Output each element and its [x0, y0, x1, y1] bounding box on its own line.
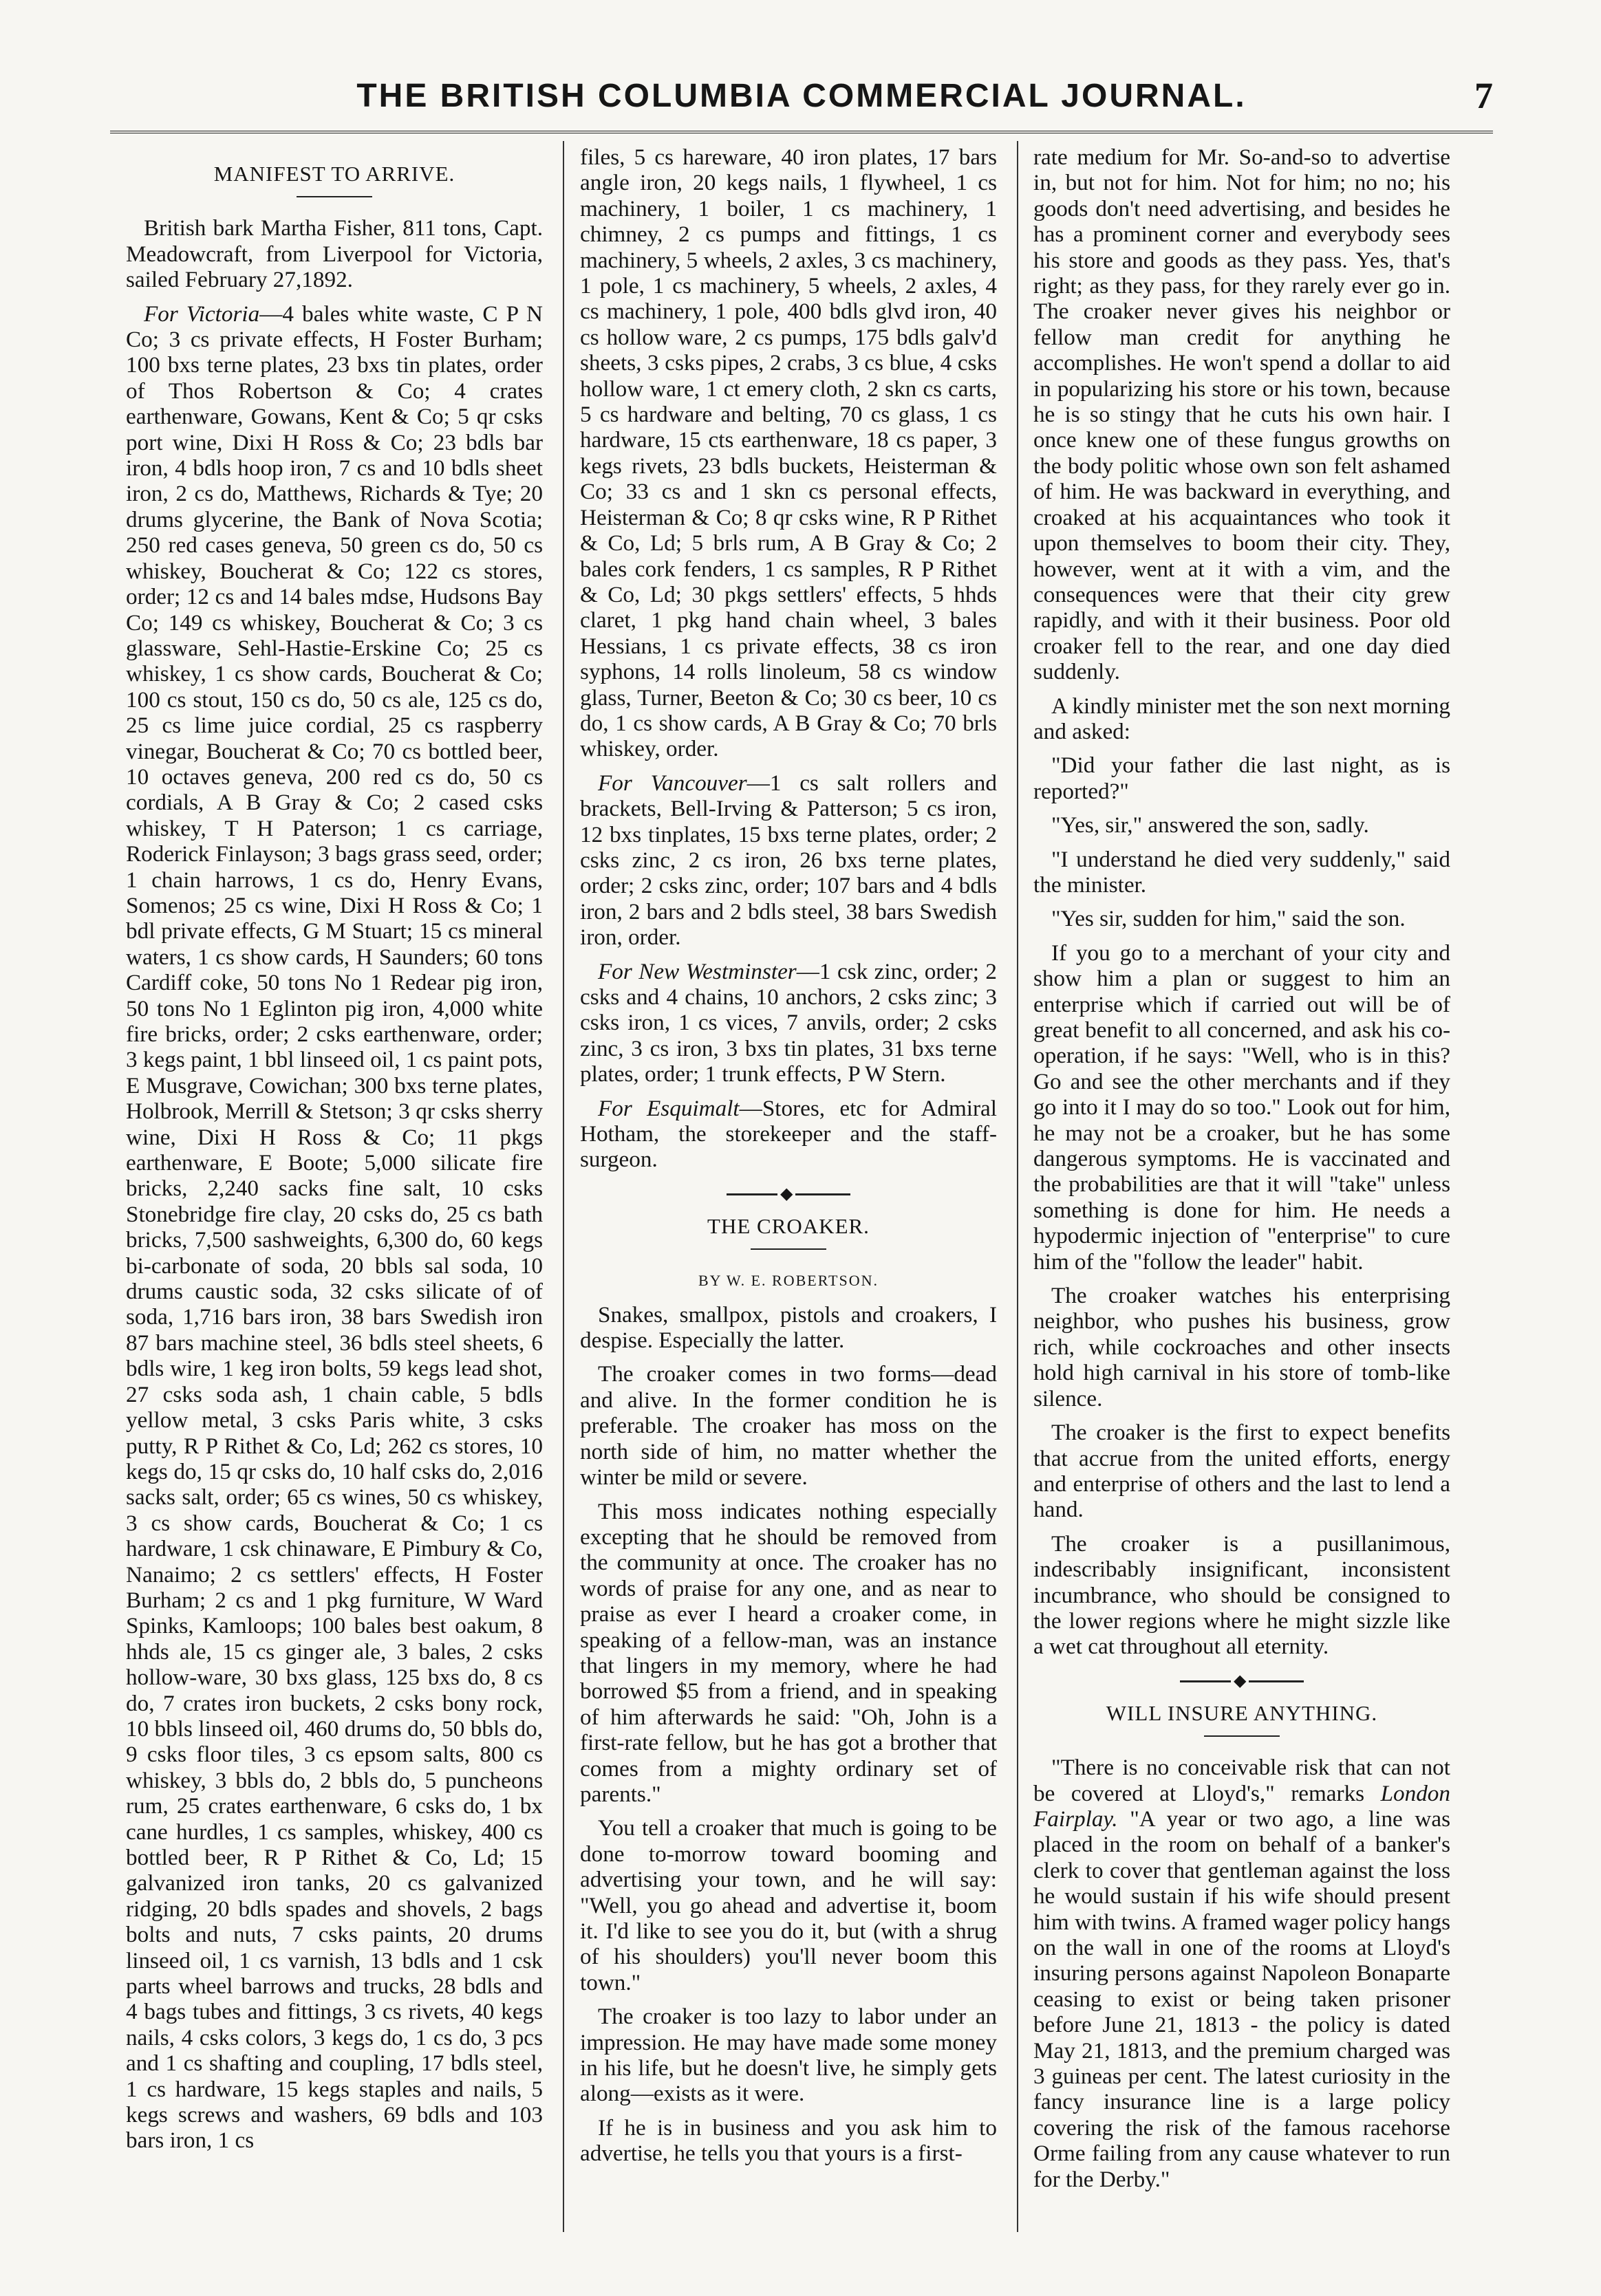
esquimalt-label: For Esquimalt	[598, 1095, 740, 1121]
column-3	[1033, 144, 1450, 2200]
manifest-westminster	[580, 959, 997, 1087]
ornament-diamond-icon: ◆	[777, 1186, 795, 1202]
croaker-paragraph: You tell a croaker that much is going to be done to-morrow toward booming and advertising your town, and he will say: "Well, you go ahead and advertise it, boom it. I'd like to see you do it, but (with a shrug of his shoulders) you'll never boom this town."	[580, 1815, 997, 1995]
croaker-paragraph: The croaker comes in two forms—dead and alive. In the former condition he is preferable. The croaker has moss on the north side of him, no matter whether the winter be mild or severe.	[580, 1361, 997, 1491]
croaker-paragraph: "I understand he died very suddenly," said the minister.	[1033, 846, 1450, 898]
insure-source: London Fairplay.	[1033, 1780, 1450, 1832]
manifest-esquimalt	[580, 1096, 997, 1173]
insure-heading: WILL INSURE ANYTHING.	[1106, 1700, 1378, 1725]
journal-title: THE BRITISH COLUMBIA COMMERCIAL JOURNAL.	[356, 78, 1247, 114]
column-divider	[563, 141, 564, 2232]
vancouver-label: For Vancouver	[598, 770, 747, 796]
manifest-heading: MANIFEST TO ARRIVE.	[213, 162, 455, 186]
heading-rule	[297, 196, 372, 197]
croaker-p6-part-1: If he is in business and you ask him to advertise, he tells you that yours is a first-	[580, 2114, 997, 2167]
croaker-paragraph: This moss indicates nothing especially excepting that he should be removed from the community at once. The croaker has no words of praise for any one, and as near to praise as ever I heard a croaker come, in speaking of a fellow-man, was an instance that lingers in my memory, where he had borrowed $5 from a friend, and in speaking of him afterwards he said: "Oh, John is a first-rate fellow, but he has got a brother that comes from a mighty ordinary set of parents."	[580, 1498, 997, 1807]
westminster-text: —1 csk zinc, order; 2 csks and 4 chains, 10 anchors, 2 csks zinc; 3 csks iron, 1 cs vices, 7 anvils, order; 2 csks zinc, 3 cs iron, 3 bxs tin plates, 31 bxs terne plates, order; 1 trunk effects, P W Stern.	[580, 958, 997, 1087]
croaker-p6-part-2: rate medium for Mr. So-and-so to advertise in, but not for him. Not for him; no no; his goods don't need advertising, and besides he has a prominent corner and everybody sees his store and goods as they pass. Yes, that's right; as they pass, for they rarely ever go in. The croaker never gives his neighbor or fellow man credit for anything he accomplishes. He won't spend a dollar to aid in popularizing his store or his town, because he is so stingy that he cuts his own hair. I once knew one of these fungus growths on the body politic whose own son felt ashamed of him. He was backward in everything, and croaked at his acquaintances who took it upon themselves to boom their city. They, however, went at it with a vim, and the consequences were that their city grew rapidly, and with it their business. Poor old croaker fell to the rear, and one day died suddenly.	[1033, 144, 1450, 685]
croaker-heading: THE CROAKER.	[707, 1213, 870, 1238]
section-ornament	[1180, 1671, 1304, 1690]
victoria-text-part-2: files, 5 cs hareware, 40 iron plates, 17 bars angle iron, 20 kegs nails, 1 flywheel, 1 cs machinery, 1 boiler, 1 cs machinery, 1 chimney, 2 cs pumps and fittings, 1 cs machinery, 5 wheels, 2 axles, 3 cs machinery, 1 pole, 1 cs machinery, 5 wheels, 2 axles, 4 cs machinery, 1 pole, 400 bdls glvd iron, 40 cs hollow ware, 2 cs pumps, 175 bdls galv'd sheets, 3 csks pipes, 2 crabs, 3 cs blue, 4 csks hollow ware, 1 ct emery cloth, 2 skn cs carts, 5 cs hardware and belting, 70 cs glass, 1 cs hardware, 15 cts earthenware, 18 cs paper, 3 kegs rivets, 23 bdls buckets, Heisterman & Co; 33 cs and 1 skn cs personal effects, Heisterman & Co; 8 qr csks wine, R P Rithet & Co, Ld; 5 brls rum, A B Gray & Co; 2 bales cork fenders, 1 cs samples, R P Rithet & Co, Ld; 30 pkgs settlers' effects, 5 hhds claret, 1 pkg hand chain wheel, 3 bales Hessians, 1 cs private effects, 38 cs iron syphons, 14 rolls linoleum, 58 cs window glass, Turner, Beeton & Co; 30 cs beer, 10 cs do, 1 cs show cards, A B Gray & Co; 70 brls whiskey, order.	[580, 144, 997, 762]
croaker-paragraph: The croaker watches his enterprising neighbor, who pushes his business, grow rich, while cockroaches and other insects hold high carnival in his store of tomb-like silence.	[1033, 1283, 1450, 1411]
page-number: 7	[1474, 75, 1493, 116]
heading-rule	[751, 1248, 826, 1250]
croaker-paragraph: The croaker is the first to expect benefits that accrue from the united efforts, energy and enterprise of others and the last to lend a hand.	[1033, 1420, 1450, 1523]
insure-paragraph	[1033, 1755, 1450, 2192]
page-header	[110, 77, 1493, 120]
croaker-paragraph: "Yes sir, sudden for him," said the son.	[1051, 906, 1406, 932]
heading-rule	[1204, 1735, 1280, 1737]
column-divider	[1017, 141, 1018, 2232]
insure-text-b: "A year or two ago, a line was placed in the room on behalf of a banker's clerk to cover that gentleman against the loss he would sustain if his wife should present him with twins. A framed wager policy hangs on the wall in one of the rooms at Lloyd's insuring persons against Napoleon Bonaparte ceasing to exist or being taken prisoner before June 21, 1813 - the policy is dated May 21, 1813, and the premium charged was 3 guineas per cent. The latest curiosity in the fancy insurance line is a large policy covering the risk of the famous racehorse Orme failing from any cause whatever to run for the Derby."	[1033, 1806, 1450, 2192]
westminster-label: For New Westminster	[598, 958, 797, 984]
croaker-paragraph: Snakes, smallpox, pistols and croakers, I despise. Especially the latter.	[580, 1301, 997, 1354]
ornament-diamond-icon: ◆	[1231, 1673, 1249, 1689]
croaker-paragraph: "Yes, sir," answered the son, sadly.	[1051, 812, 1369, 838]
victoria-label: For Victoria	[144, 301, 260, 327]
manifest-victoria-continued	[580, 144, 997, 762]
croaker-paragraph: If you go to a merchant of your city and show him a plan or suggest to him an enterprise which if carried out will be of great benefit to all concerned, and ask his co-operation, if he says: "Well, who is in this? Go and see the other merchants and if they go into it I may do so too." Look out for him, he may not be a croaker, but he has some dangerous symptoms. He is vaccinated and the probabilities are that it will "take" unless something is done for him. He needs a hypodermic injection of "enterprise" to cure him of the "follow the leader" habit.	[1033, 940, 1450, 1275]
vancouver-text: —1 cs salt rollers and brackets, Bell-Irving & Patterson; 5 cs iron, 12 bxs tinplates, 15 bxs terne plates, order; 2 csks zinc, 2 cs iron, 26 bxs terne plates, order; 2 csks zinc, order; 107 bars and 4 bdls iron, 2 bars and 2 bdls steel, 38 bars Swedish iron, order.	[580, 770, 997, 951]
header-rule	[110, 131, 1493, 138]
croaker-paragraph: The croaker is a pusillanimous, indescribably insignificant, inconsistent incumbrance, who should be consigned to the lower regions where he might sizzle like a wet cat throughout all eternity.	[1033, 1530, 1450, 1660]
insure-text-a: "There is no conceivable risk that can not be covered at Lloyd's," remarks	[1033, 1755, 1450, 1806]
manifest-victoria	[126, 301, 543, 2154]
column-2	[580, 144, 997, 2175]
manifest-vancouver	[580, 770, 997, 951]
esquimalt-text: —Stores, etc for Admiral Hotham, the storekeeper and the staff-surgeon.	[580, 1095, 997, 1173]
victoria-text-part-1: —4 bales white waste, C P N Co; 3 cs private effects, H Foster Burham; 100 bxs terne plates, 23 bxs tin plates, order of Thos Robertson & Co; 4 crates earthenware, Gowans, Kent & Co; 5 qr csks port wine, Dixi H Ross & Co; 23 bdls bar iron, 4 bdls hoop iron, 7 cs and 10 bdls sheet iron, 2 cs do, Matthews, Richards & Tye; 20 drums glycerine, the Bank of Nova Scotia; 250 red cases geneva, 50 green cs do, 50 cs whiskey, Boucherat & Co; 122 cs stores, order; 12 cs and 14 bales mdse, Hudsons Bay Co; 149 cs whiskey, Boucherat & Co; 3 cs glassware, Sehl-Hastie-Erskine Co; 25 cs whiskey, 1 cs show cards, Boucherat & Co; 100 cs stout, 150 cs do, 50 cs ale, 125 cs do, 25 cs lime juice cordial, 25 cs raspberry vinegar, Boucherat & Co; 70 cs bottled beer, 10 octaves geneva, 200 red cs do, 50 cs cordials, A B Gray & Co; 2 cased csks whiskey, T H Paterson; 1 cs carriage, Roderick Finlayson; 3 bags grass seed, order; 1 chain harrows, 1 cs do, Henry Evans, Somenos; 25 cs wine, Dixi H Ross & Co; 1 bdl private effects, G M Stuart; 15 cs mineral waters, 1 cs show cards, H Saunders; 60 tons Cardiff coke, 50 tons No 1 Redear pig iron, 50 tons No 1 Eglinton pig iron, 4,000 white fire bricks, order; 2 csks earthenware, order; 3 kegs paint, 1 bbl linseed oil, 1 cs paint pots, E Musgrave, Cowichan; 300 bxs terne plates, Holbrook, Merrill & Stetson; 3 qr csks sherry wine, Dixi H Ross & Co; 11 pkgs earthenware, E Boote; 5,000 silicate fire bricks, 2,240 sacks fine salt, 10 csks Stonebridge fire clay, 20 csks do, 25 cs bath bricks, 7,500 sashweights, 6,300 do, 60 kegs bi-carbonate of soda, 20 bbls sal soda, 10 drums caustic soda, 32 csks silicate of of soda, 1,716 bars iron, 38 bars Swedish iron 87 bars machine steel, 36 bdls steel sheets, 6 bdls wire, 1 keg iron bolts, 59 kegs lead shot, 27 csks soda ash, 1 chain cable, 5 bdls yellow metal, 3 csks Paris white, 3 csks putty, R P Rithet & Co, Ld; 262 cs stores, 10 kegs do, 15 qr csks do, 10 half csks do, 2,016 sacks salt, order; 65 cs wines, 50 cs whiskey, 3 cs show cards, Boucherat & Co; 1 cs hardware, 1 csk chinaware, E Pimbury & Co, Nanaimo; 2 cs settlers' effects, H Foster Burham; 2 cs and 1 pkg furniture, W Ward Spinks, Kamloops; 100 bales best oakum, 8 hhds ale, 15 cs ginger ale, 3 bales, 2 csks hollow-ware, 30 bxs glass, 125 bxs do, 8 cs do, 7 crates iron buckets, 2 csks bony rock, 10 bbls linseed oil, 460 drums do, 50 bbls do, 9 csks floor tiles, 3 cs epsom salts, 800 cs whiskey, 3 bbls do, 2 bbls do, 5 puncheons rum, 25 crates earthenware, 6 csks do, 1 bx cane hurdles, 1 cs samples, whiskey, 400 cs bottled beer, R P Rithet & Co, Ld; 15 galvanized iron tanks, 20 cs galvanized ridging, 20 bdls spades and shovels, 2 bags bolts and nuts, 7 csks paints, 20 drums linseed oil, 1 cs varnish, 13 bdls and 1 csk parts wheel barrows and trucks, 28 bdls and 4 bags tubes and fittings, 3 cs rivets, 40 kegs nails, 4 csks colors, 3 kegs do, 1 cs do, 3 pcs and 1 cs shafting and coupling, 17 bdls steel, 1 cs hardware, 15 kegs staples and nails, 5 kegs screws and washers, 69 bdls and 103 bars iron, 1 cs	[126, 301, 543, 2154]
column-1	[126, 144, 543, 2162]
section-ornament	[727, 1184, 850, 1203]
croaker-paragraph: A kindly minister met the son next morning and asked:	[1033, 693, 1450, 744]
croaker-paragraph: The croaker is too lazy to labor under an impression. He may have made some money in his life, but he doesn't live, he simply gets along—exists as it were.	[580, 2004, 997, 2107]
croaker-paragraph-continued	[1033, 144, 1450, 685]
croaker-paragraph	[580, 2115, 997, 2167]
croaker-paragraph: "Did your father die last night, as is reported?"	[1033, 752, 1450, 804]
manifest-intro: British bark Martha Fisher, 811 tons, Capt. Meadowcraft, from Liverpool for Victoria, sailed February 27,1892.	[126, 215, 543, 293]
croaker-byline: BY W. E. ROBERTSON.	[698, 1272, 879, 1290]
